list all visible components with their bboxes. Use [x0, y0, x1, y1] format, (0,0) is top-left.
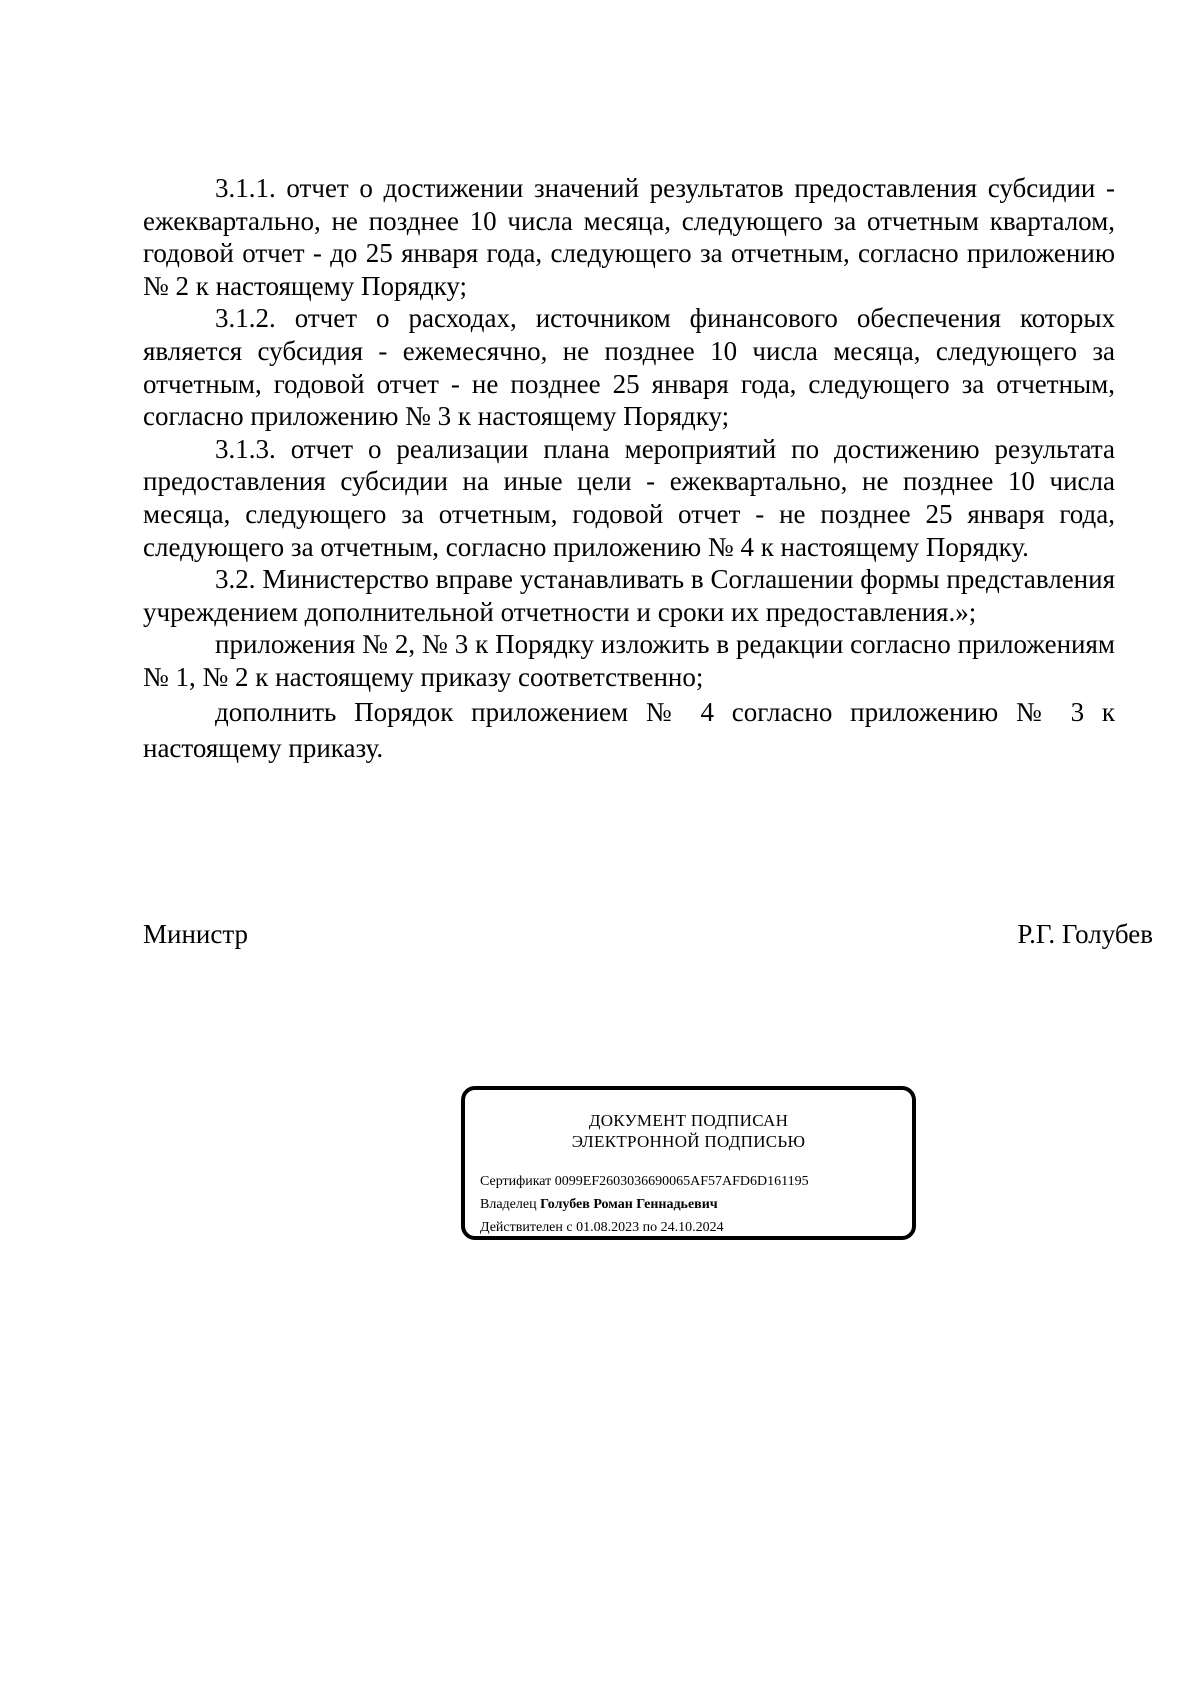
- paragraph-appendix-addition: дополнить Порядок приложением № 4 согласно приложению № 3 к настоящему приказу.: [143, 696, 1115, 763]
- stamp-validity-line: [480, 1219, 724, 1237]
- stamp-heading-line-1: ДОКУМЕНТ ПОДПИСАН: [588, 1111, 789, 1130]
- electronic-signature-stamp: [461, 1086, 916, 1240]
- signatory-title: Министр: [143, 919, 248, 949]
- stamp-heading-line-2: ЭЛЕКТРОННОЙ ПОДПИСЬЮ: [571, 1132, 806, 1151]
- signatory-name: Р.Г. Голубев: [1017, 919, 1153, 949]
- paragraph-3-2: 3.2. Министерство вправе устанавливать в Соглашении формы представления учреждением дополнительной отчетности и сроки их предоставления.»;: [143, 564, 1115, 627]
- paragraph-3-1-1: 3.1.1. отчет о достижении значений результатов предоставления субсидии - ежеквартально, не позднее 10 числа месяца, следующего за отчетным кварталом, годовой отчет - до 25 января года, следующего за отчетным, согласно приложению № 2 к настоящему Порядку;: [143, 173, 1115, 301]
- owner-label: Владелец: [480, 1197, 537, 1212]
- certificate-label: Сертификат: [480, 1174, 552, 1189]
- valid-from-date: 01.08.2023: [576, 1220, 640, 1235]
- stamp-owner-line: [480, 1196, 718, 1214]
- stamp-certificate-line: [480, 1173, 809, 1191]
- paragraph-3-1-2: 3.1.2. отчет о расходах, источником финансового обеспечения которых является субсидия - ежемесячно, не позднее 10 числа месяца, следующего за отчетным, годовой отчет - не позднее 25 января года, следующего за отчетным, согласно приложению № 3 к настоящему Порядку;: [143, 303, 1115, 432]
- certificate-value: 0099EF2603036690065AF57AFD6D161195: [554, 1174, 809, 1189]
- owner-value: Голубев Роман Геннадьевич: [540, 1197, 718, 1212]
- valid-label: Действителен: [480, 1220, 563, 1235]
- document-body: [143, 172, 1115, 766]
- valid-from-label: с: [566, 1220, 573, 1235]
- valid-to-label: по: [642, 1220, 658, 1235]
- paragraph-appendices-amendment: приложения № 2, № 3 к Порядку изложить в редакции согласно приложениям № 1, № 2 к настоящему приказу соответственно;: [143, 629, 1115, 692]
- valid-to-date: 24.10.2024: [660, 1220, 724, 1235]
- stamp-heading: [465, 1110, 912, 1152]
- paragraph-3-1-3: 3.1.3. отчет о реализации плана мероприятий по достижению результата предоставления субсидии на иные цели - ежеквартально, не позднее 10 числа месяца, следующего за отчетным, годовой отчет - не позднее 25 января года, следующего за отчетным, согласно приложению № 4 к настоящему Порядку.: [143, 433, 1115, 562]
